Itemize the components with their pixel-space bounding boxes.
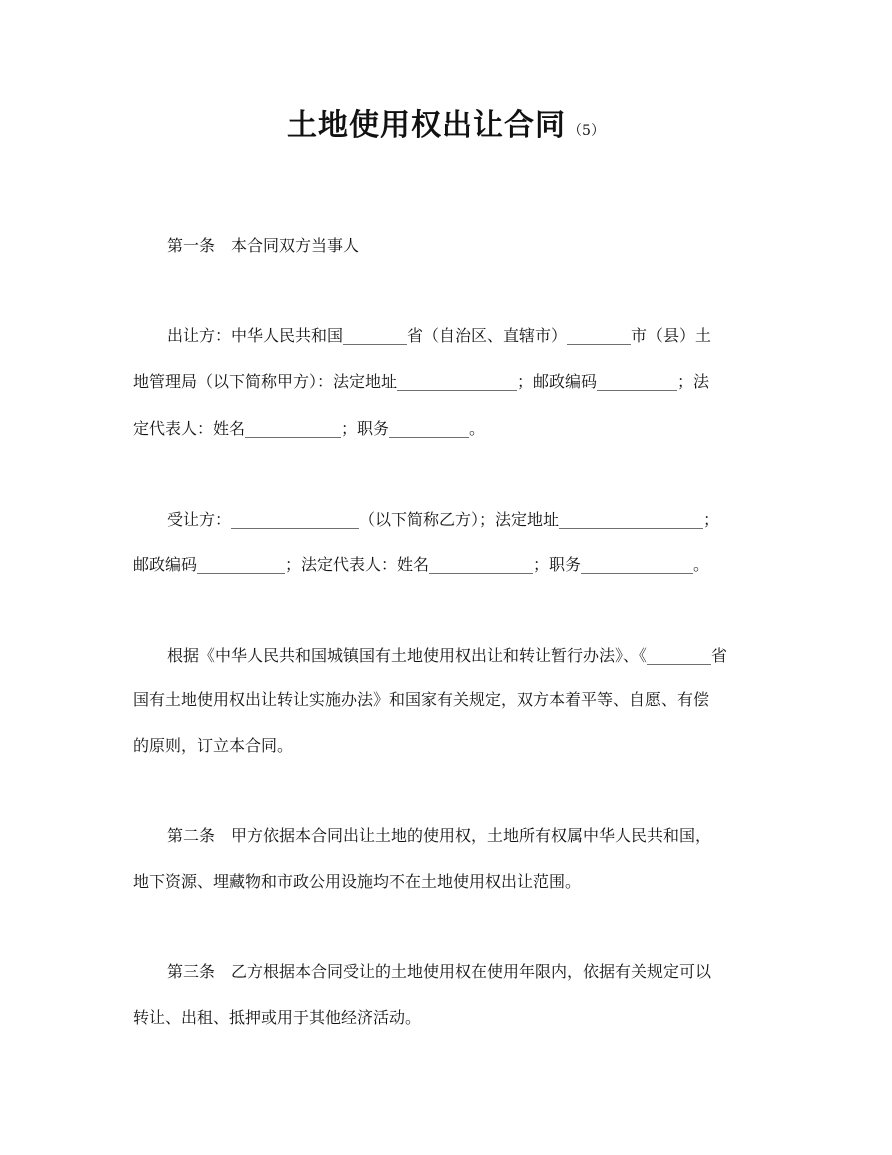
- article3-line-2: 转让、出租、抵押或用于其他经济活动。: [133, 1008, 422, 1027]
- transferee-line-1: 受让方：________________（以下简称乙方）；法定地址__________________；: [167, 510, 720, 529]
- transferor-line-3: 定代表人：姓名____________；职务__________。: [133, 419, 486, 438]
- transferor-line-2: 地管理局（以下简称甲方）：法定地址_______________；邮政编码__________；法: [133, 372, 710, 391]
- document-title-suffix: （5）: [568, 123, 605, 139]
- transferor-line-1: 出让方：中华人民共和国________省（自治区、直辖市）________市（县）土: [167, 326, 712, 345]
- article2-line-1: 第二条 甲方依据本合同出让土地的使用权，土地所有权属中华人民共和国，: [167, 826, 712, 845]
- document-title-block: [0, 103, 892, 154]
- article1-heading: 第一条 本合同双方当事人: [167, 236, 360, 255]
- basis-line-2: 国有土地使用权出让转让实施办法》和国家有关规定，双方本着平等、自愿、有偿: [133, 690, 710, 709]
- basis-line-1: 根据《中华人民共和国城镇国有土地使用权出让和转让暂行办法》、《________省: [167, 646, 728, 665]
- basis-line-3: 的原则，订立本合同。: [133, 736, 294, 755]
- document-title: 土地使用权出让合同: [287, 108, 567, 143]
- article2-line-2: 地下资源、埋藏物和市政公用设施均不在土地使用权出让范围。: [133, 872, 582, 891]
- article3-line-1: 第三条 乙方根据本合同受让的土地使用权在使用年限内，依据有关规定可以: [167, 962, 712, 981]
- transferee-line-2: 邮政编码___________；法定代表人：姓名_____________；职务______________。: [133, 555, 710, 574]
